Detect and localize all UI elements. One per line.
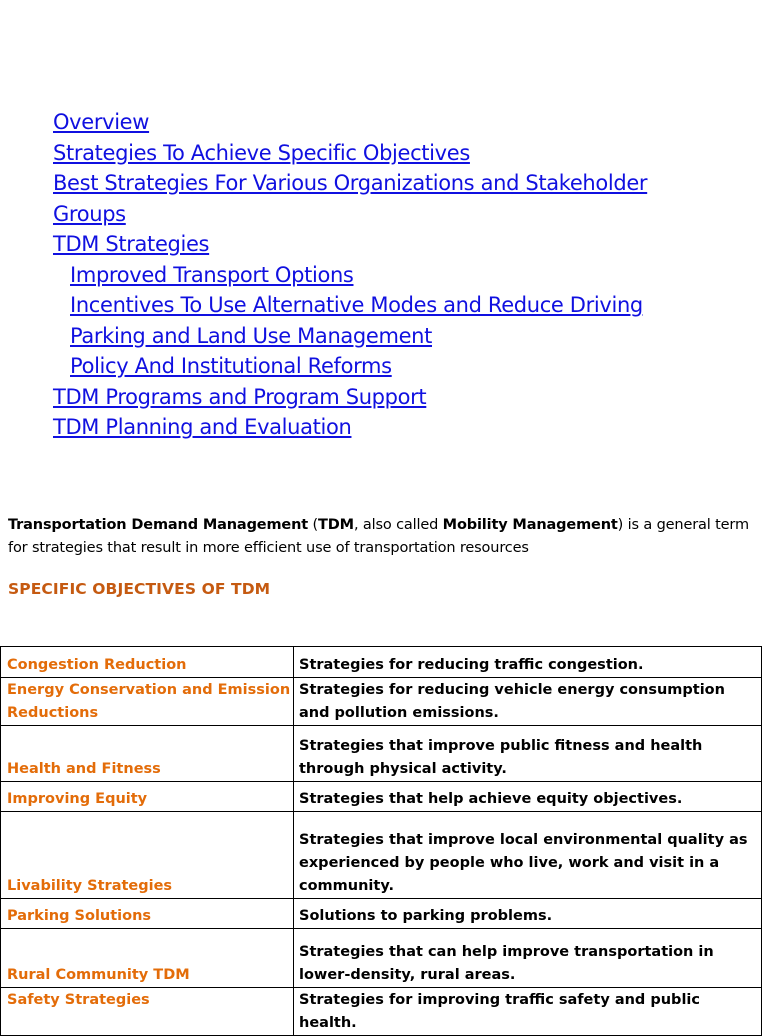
objective-description: Strategies that can help improve transportation in lower-density, rural areas. <box>294 929 762 988</box>
intro-abbr: TDM <box>318 516 354 533</box>
objective-description: Strategies for improving traffic safety and public health. <box>294 988 762 1036</box>
toc-link-improved-transport-options[interactable]: Improved Transport Options <box>70 262 354 287</box>
toc-link-tdm-programs[interactable]: TDM Programs and Program Support <box>53 384 427 409</box>
table-row <box>1 726 762 782</box>
objective-description: Strategies for reducing vehicle energy consumption and pollution emissions. <box>294 678 762 726</box>
intro-paragraph <box>8 514 758 561</box>
toc-link-tdm-strategies[interactable]: TDM Strategies <box>53 232 210 256</box>
objective-category: Energy Conservation and Emission Reductions <box>1 678 294 726</box>
objective-description: Strategies for reducing traffic congestion. <box>294 647 762 678</box>
toc-link-tdm-planning-evaluation[interactable]: TDM Planning and Evaluation <box>53 415 352 439</box>
table-row <box>1 988 762 1036</box>
toc-link-best-strategies-organizations[interactable]: Best Strategies For Various Organizations and Stakeholder <box>53 171 648 195</box>
table-row <box>1 929 762 988</box>
table-row <box>1 782 762 812</box>
intro-alt-term: Mobility Management <box>442 516 618 533</box>
objective-category: Livability Strategies <box>1 812 294 899</box>
objective-description: Strategies that help achieve equity objectives. <box>294 782 762 812</box>
table-row <box>1 899 762 929</box>
objective-description: Solutions to parking problems. <box>294 899 762 929</box>
objectives-table <box>0 646 762 1036</box>
intro-rest: ) is a general term for strategies that result in more efficient use of transportation resources <box>8 516 749 556</box>
table-row <box>1 678 762 726</box>
toc-link-overview[interactable]: Overview <box>53 110 150 134</box>
objective-category: Congestion Reduction <box>1 647 294 678</box>
objective-description: Strategies that improve local environmental quality as experienced by people who live, work and visit in a community. <box>294 812 762 899</box>
toc-link-policy-institutional-reforms[interactable]: Policy And Institutional Reforms <box>70 354 392 378</box>
objective-category: Improving Equity <box>1 782 294 812</box>
table-of-contents <box>53 107 753 443</box>
objective-description: Strategies that improve public fitness and health through physical activity. <box>294 726 762 782</box>
intro-open-paren: ( <box>308 516 319 533</box>
toc-link-strategies-specific-objectives[interactable]: Strategies To Achieve Specific Objectives <box>53 140 470 165</box>
toc-link-incentives-alternative-modes[interactable]: Incentives To Use Alternative Modes and Reduce Driving <box>70 293 643 317</box>
table-row <box>1 647 762 678</box>
intro-mid: , also called <box>353 516 443 533</box>
table-row <box>1 812 762 899</box>
objective-category: Rural Community TDM <box>1 929 294 988</box>
toc-link-best-strategies-organizations-groups[interactable]: Groups <box>53 201 126 226</box>
section-title: SPECIFIC OBJECTIVES OF TDM <box>8 580 271 598</box>
objective-category: Health and Fitness <box>1 726 294 782</box>
objective-category: Parking Solutions <box>1 899 294 929</box>
toc-link-parking-land-use[interactable]: Parking and Land Use Management <box>70 323 432 348</box>
objective-category: Safety Strategies <box>1 988 294 1036</box>
intro-term: Transportation Demand Management <box>8 516 309 533</box>
